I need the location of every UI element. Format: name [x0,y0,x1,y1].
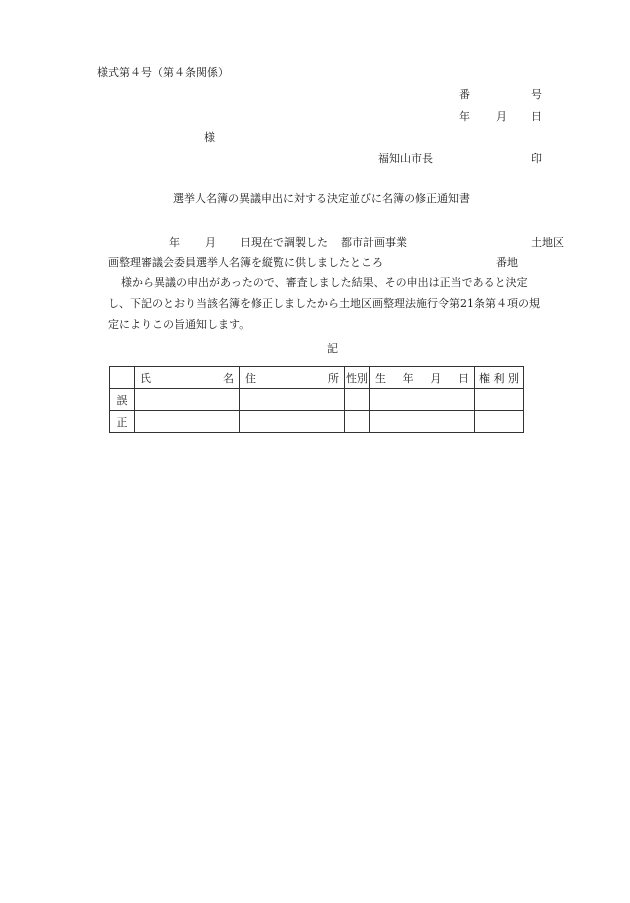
header-birth-nen: 年 [402,371,414,385]
header-birth-tsuki: 月 [430,371,442,385]
body-line2-text: 画整理審議会委員選挙人名簿を縦覧に供しましたところ [108,256,383,269]
cell-error-name [135,389,240,411]
header-address-a: 住 [245,371,256,385]
header-right-type: 権 利 別 [475,367,524,389]
header-name [135,367,240,389]
body-month: 月 [205,236,216,249]
addressee-sama: 様 [204,131,215,144]
form-number: 様式第４号（第４条関係） [97,66,229,79]
row-label-error: 誤 [110,389,135,411]
date-day-label: 日 [531,110,542,123]
header-name-b: 名 [223,371,234,385]
body-project: 都市計画事業 [341,236,407,249]
body-line4: し、下記のとおり当該名簿を修正しましたから土地区画整理法施行令第21条第４項の規 [108,297,540,310]
document-title: 選挙人名簿の異議申出に対する決定並びに名簿の修正通知書 [173,192,470,205]
body-year: 年 [169,236,180,249]
header-blank-cell [110,367,135,389]
header-address [240,367,345,389]
cell-error-sex [345,389,370,411]
ki-mark: 記 [327,342,338,355]
header-birthdate [370,367,475,389]
mayor-title: 福知山市長 [378,152,433,165]
body-banchi: 番地 [496,256,518,269]
table-row-error [110,389,524,411]
table-row-correct [110,411,524,433]
correction-table [109,366,524,433]
cell-error-right [475,389,524,411]
header-sex: 性別 [345,367,370,389]
cell-correct-birth [370,411,475,433]
row-label-correct: 正 [110,411,135,433]
header-address-b: 所 [328,371,339,385]
number-label-ban: 番 [459,88,470,101]
body-district: 土地区 [531,236,564,249]
cell-error-address [240,389,345,411]
seal-mark: 印 [531,152,542,165]
cell-error-birth [370,389,475,411]
body-line1-text: 日現在で調製した [240,236,328,249]
body-line3: 様から異議の申出があったので、審査しました結果、その申出は正当であると決定 [121,276,528,289]
body-line5: 定によりこの旨通知します。 [108,318,251,331]
cell-correct-address [240,411,345,433]
table-header-row [110,367,524,389]
header-birth-hi: 日 [457,371,469,385]
number-label-go: 号 [531,88,542,101]
header-birth-sei: 生 [375,371,386,385]
date-year-label: 年 [459,110,470,123]
cell-correct-name [135,411,240,433]
date-month-label: 月 [496,110,507,123]
cell-correct-sex [345,411,370,433]
cell-correct-right [475,411,524,433]
header-name-a: 氏 [140,371,151,385]
